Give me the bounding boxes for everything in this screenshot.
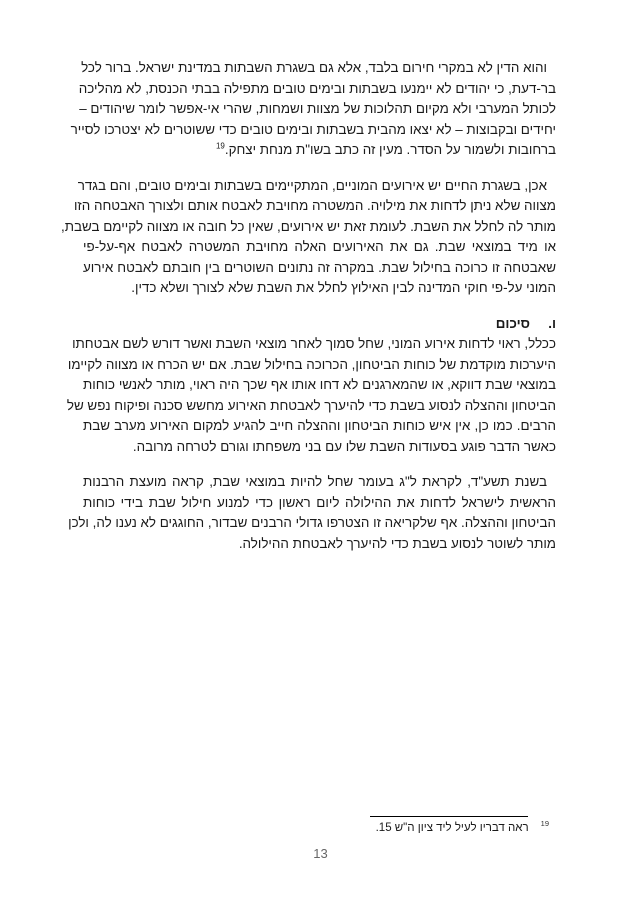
text-line-content: ברחובות ולשמור על הסדר. מעין זה כתב בשו"ת מנחת יצחק. bbox=[224, 142, 556, 157]
text-line: והוא הדין לא במקרי חירום בלבד, אלא גם בשגרת השבתות במדינת ישראל. ברור לכל bbox=[81, 60, 547, 75]
section-title: סיכום bbox=[495, 315, 530, 331]
footnote bbox=[375, 819, 549, 834]
text-line: היערכות מוקדמת של כוחות הביטחון, הכרוכה בחילול שבת. אם יש הכרח או מצווה לקיימו bbox=[67, 356, 556, 372]
text-line: לכותל המערבי ולא מקיום תהלוכות של מצוות ושמחות, שהרי אי-אפשר לומר שיהודים – bbox=[79, 101, 556, 116]
footnote-text: ראה דבריו לעיל ליד ציון ה"ש 15. bbox=[375, 822, 529, 834]
text-line: המוני על-פי חוקי המדינה לבין האילוץ לחלל את השבת שלא לצורך ושלא כדין. bbox=[131, 280, 556, 295]
text-line: שאבטחה זו כרוכה בחילול שבת. במקרה זה נתונים השוטרים בין חובתם לאבטח אירוע bbox=[83, 259, 556, 275]
text-line: מותר לה לחלל את השבת. לעומת זאת יש אירועים, שאין כל חובה או מצווה לקיימם בשבת, bbox=[61, 218, 556, 234]
text-line: ככלל, ראוי לדחות אירוע המוני, שחל סמוך לאחר מוצאי השבת ואשר דורש לשם אבטחתו bbox=[72, 336, 556, 351]
text-line: במוצאי שבת דווקא, או שהמארגנים לא דחו אותו אף שכך היה ראוי, מותר לאנשי כוחות bbox=[83, 377, 556, 392]
text-line: או מיד במוצאי שבת. גם את האירועים האלה מחויבת המשטרה לאבטח אף-על-פי bbox=[83, 239, 556, 254]
text-line: יחידים ובקבוצות – לא יצאו מהבית בשבתות ובימים טובים כדי ששוטרים לא יצטרכו לסייר bbox=[70, 121, 556, 137]
paragraph-2 bbox=[61, 176, 556, 299]
document-body bbox=[61, 58, 556, 569]
section-heading bbox=[83, 314, 556, 335]
text-line: מצווה שלא ניתן לדחות את מילויה. המשטרה מחויבת לאבטח אותם ולצורך האבטחה הזו bbox=[73, 198, 556, 213]
text-line: הראשית לישראל לדחות את ההילולה ליום ראשון כדי למנוע חילול שבת בידי כוחות bbox=[83, 494, 556, 510]
text-line: בר-דעת, כי יהודים לא יימנעו בשבתות ובימים טובים מתפילה בבתי הכנסת, לא מהליכה bbox=[78, 80, 556, 96]
text-line: אכן, בשגרת החיים יש אירועים המוניים, המתקיימים בשבתות ובימים טובים, והם בגדר bbox=[77, 177, 547, 193]
text-line: מותר לשוטר לנסוע בשבת כדי להיערך לאבטחת ההילולה. bbox=[238, 535, 556, 551]
summary-paragraph-2 bbox=[68, 472, 556, 554]
text-line: כאשר הדבר פוגע בסעודות השבת שלו עם בני משפחתו וגורם לטרחה מרובה. bbox=[132, 438, 556, 454]
summary-paragraph-1 bbox=[66, 334, 556, 457]
footnote-number: 19 bbox=[540, 819, 549, 829]
text-line: בשנת תשע"ד, לקראת ל"ג בעומר שחל להיות במוצאי שבת, קראה מועצת הרבנות bbox=[83, 474, 547, 489]
text-line: הביטחון וההצלה. אף שלקריאה זו הצטרפו גדולי הרבנים שבדור, החוגגים לא נענו לה, ולכן bbox=[68, 515, 556, 530]
text-line: הביטחון וההצלה לנסוע בשבת כדי להיערך לאבטחת האירוע מחשש סכנה ופיקוח נפש של bbox=[66, 397, 556, 413]
text-line: הרבים. כמו כן, אין איש כוחות הביטחון וההצלה חייב להגיע למקום האירוע מערב שבת bbox=[83, 418, 556, 433]
footnote-ref[interactable]: 19 bbox=[215, 141, 225, 151]
section-number: ו. bbox=[548, 315, 556, 331]
paragraph-1 bbox=[70, 58, 556, 161]
footnote-separator bbox=[370, 816, 528, 817]
page-number: 13 bbox=[313, 846, 328, 861]
text-line bbox=[83, 140, 556, 161]
